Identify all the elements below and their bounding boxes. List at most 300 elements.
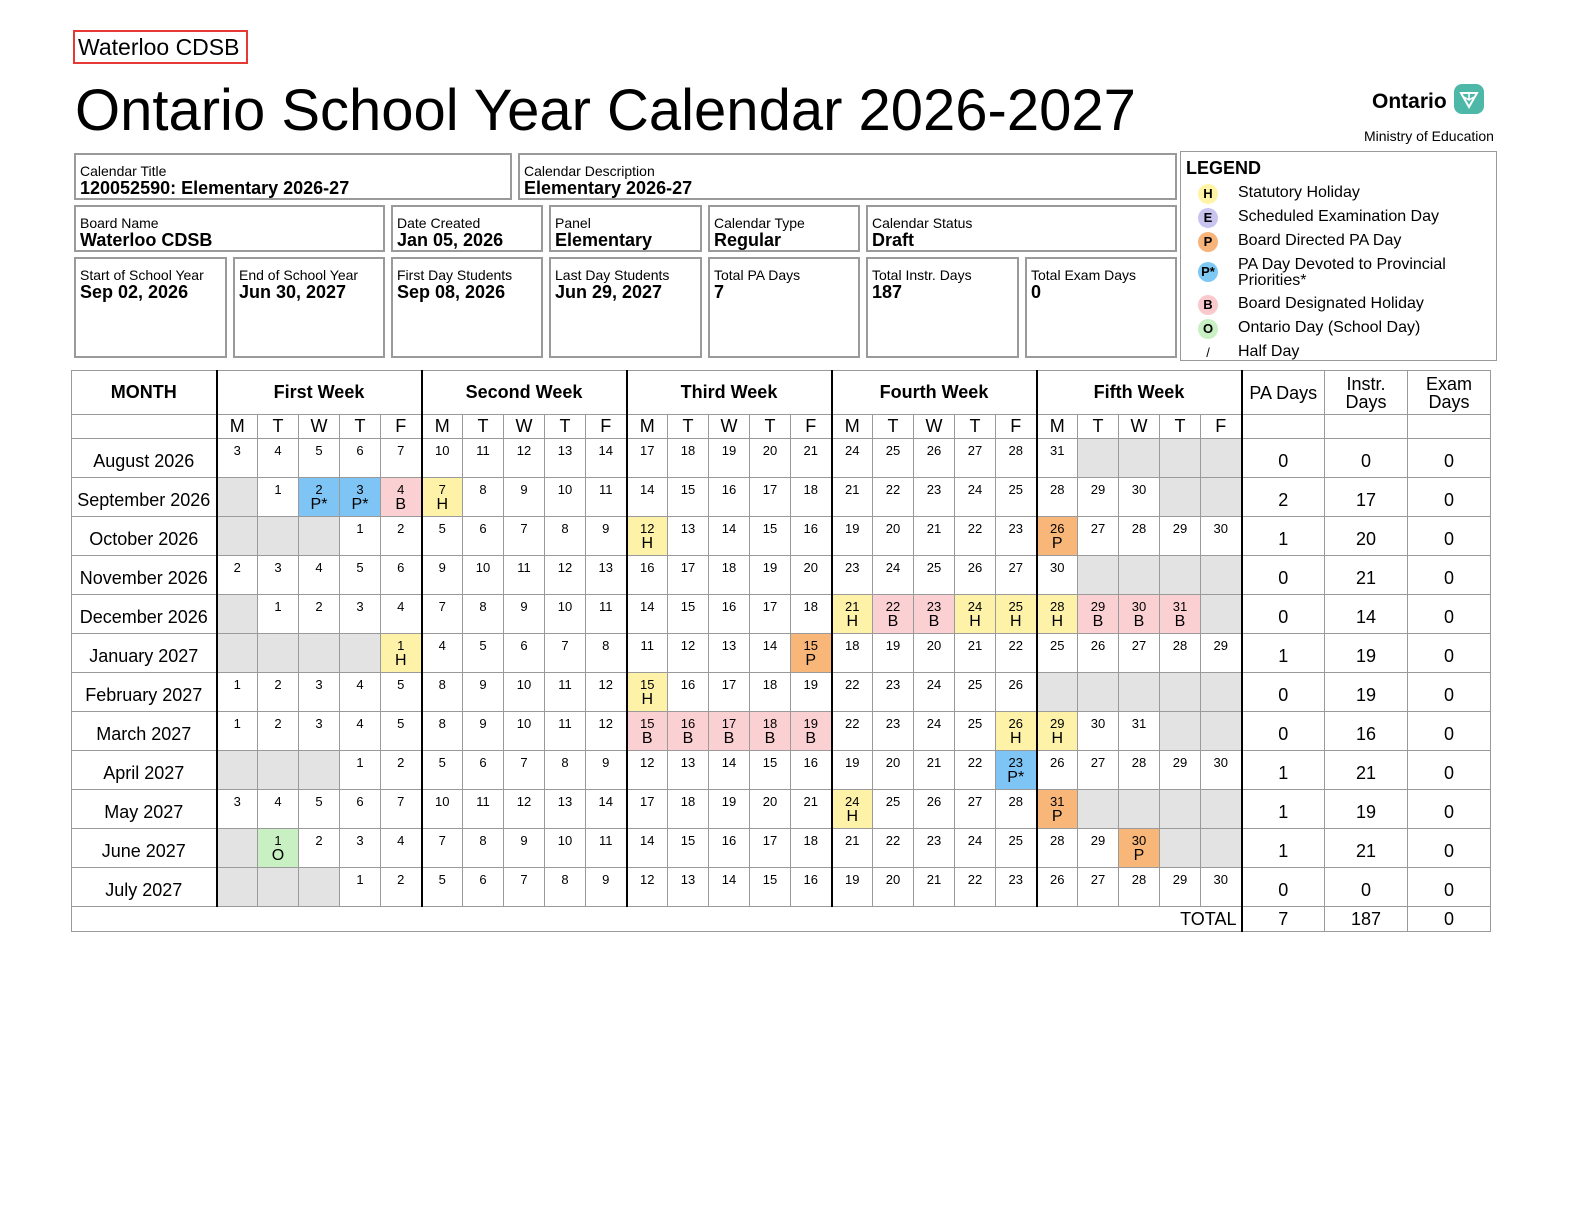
legend-label: Half Day	[1238, 343, 1300, 360]
day-number: 8	[561, 755, 569, 770]
empty-day-cell	[1078, 790, 1119, 829]
day-number: 2	[315, 599, 323, 614]
day-number: 27	[1131, 638, 1147, 653]
empty-day-cell	[299, 751, 340, 790]
day-code: B	[928, 613, 940, 630]
day-number: 30	[1213, 872, 1228, 887]
day-cell	[709, 439, 750, 478]
weekday-label: F	[1201, 415, 1242, 439]
day-cell	[1119, 868, 1160, 907]
start-year-label: Start of School Year	[80, 267, 204, 283]
day-number: 1	[397, 638, 405, 653]
total-pa-box	[708, 257, 860, 358]
day-code: H	[436, 496, 449, 513]
day-cell	[914, 868, 955, 907]
day-cell	[791, 517, 832, 556]
day-number: 3	[315, 677, 323, 692]
day-cell	[914, 517, 955, 556]
day-cell	[586, 673, 627, 712]
empty-day-cell	[1119, 556, 1160, 595]
day-cell	[586, 439, 627, 478]
day-cell	[545, 595, 586, 634]
day-cell	[1119, 712, 1160, 751]
day-number: 17	[680, 560, 696, 575]
day-number: 19	[762, 560, 778, 575]
total-pa-days: 7	[1242, 907, 1325, 932]
day-number: 27	[1090, 872, 1106, 887]
day-number: 9	[520, 599, 528, 614]
day-cell	[1078, 868, 1119, 907]
day-number: 11	[558, 677, 572, 692]
day-cell	[1160, 517, 1201, 556]
day-cell	[791, 478, 832, 517]
day-cell	[340, 868, 381, 907]
legend-item-provincial-pa-day	[1181, 256, 1491, 294]
day-number: 30	[1131, 599, 1147, 614]
day-number: 31	[1050, 443, 1065, 458]
day-cell	[955, 478, 996, 517]
day-number: 4	[397, 599, 405, 614]
day-cell	[463, 829, 504, 868]
day-number: 9	[479, 716, 487, 731]
day-cell	[258, 673, 299, 712]
empty-day-cell	[1078, 673, 1119, 712]
day-cell	[545, 634, 586, 673]
panel-value: Elementary	[555, 230, 653, 250]
logo-wordmark: Ontario	[1372, 90, 1447, 113]
day-number: 14	[598, 443, 613, 458]
empty-day-cell	[1160, 829, 1201, 868]
day-code: B	[682, 730, 694, 747]
weekday-label: T	[545, 415, 586, 439]
day-number: 8	[479, 482, 487, 497]
day-number: 5	[438, 755, 446, 770]
legend-badge-p: P	[1198, 232, 1218, 252]
day-cell	[381, 829, 422, 868]
day-cell	[996, 790, 1037, 829]
day-number: 10	[557, 599, 573, 614]
day-number: 12	[516, 794, 532, 809]
day-number: 10	[516, 677, 532, 692]
day-number: 4	[397, 482, 405, 497]
day-cell	[545, 829, 586, 868]
weekday-label: T	[340, 415, 381, 439]
day-number: 31	[1131, 716, 1147, 731]
exam-days-count: 0	[1408, 517, 1491, 556]
day-number: 28	[1172, 638, 1188, 653]
day-number: 9	[602, 755, 610, 770]
day-number: 22	[845, 677, 860, 692]
day-number: 1	[356, 872, 364, 887]
day-number: 9	[479, 677, 487, 692]
legend	[1180, 151, 1497, 361]
total-exam-label: Total Exam Days	[1031, 267, 1137, 283]
day-number: 7	[397, 443, 405, 458]
day-number: 12	[557, 560, 573, 575]
day-cell	[873, 478, 914, 517]
end-year-value: Jun 30, 2027	[239, 282, 347, 302]
day-cell	[627, 517, 668, 556]
day-cell	[832, 712, 873, 751]
day-cell	[299, 712, 340, 751]
weekday-spacer	[1408, 415, 1491, 439]
empty-day-cell	[1160, 439, 1201, 478]
day-cell	[586, 868, 627, 907]
day-code: H	[846, 808, 859, 825]
day-number: 25	[967, 677, 983, 692]
legend-badge-half: /	[1206, 345, 1210, 360]
day-number: 20	[885, 872, 901, 887]
day-cell	[791, 829, 832, 868]
day-cell	[709, 478, 750, 517]
day-number: 15	[803, 638, 818, 653]
total-instr-box	[866, 257, 1019, 358]
day-number: 25	[926, 560, 942, 575]
panel-box	[549, 205, 702, 252]
instr-days-count: 16	[1325, 712, 1408, 751]
legend-item-board-holiday	[1181, 295, 1491, 317]
day-cell	[586, 517, 627, 556]
day-code: H	[1051, 613, 1064, 630]
day-number: 12	[640, 521, 655, 536]
week-header-first: First Week	[217, 371, 422, 415]
month-row	[72, 478, 1491, 517]
day-number: 4	[274, 794, 282, 809]
empty-day-cell	[1078, 439, 1119, 478]
day-cell	[1037, 790, 1078, 829]
legend-item-half-day	[1181, 343, 1491, 365]
instr-days-count: 19	[1325, 634, 1408, 673]
day-cell	[955, 829, 996, 868]
day-cell	[750, 634, 791, 673]
day-cell	[914, 439, 955, 478]
empty-day-cell	[299, 634, 340, 673]
day-number: 19	[721, 443, 737, 458]
day-number: 18	[762, 677, 778, 692]
empty-day-cell	[217, 595, 258, 634]
pa-days-count: 1	[1242, 517, 1325, 556]
day-number: 26	[926, 794, 942, 809]
day-cell	[545, 556, 586, 595]
day-cell	[627, 439, 668, 478]
exam-days-count: 0	[1408, 712, 1491, 751]
day-cell	[791, 556, 832, 595]
day-number: 7	[438, 833, 446, 848]
month-name: March 2027	[72, 712, 217, 751]
day-cell	[504, 517, 545, 556]
day-number: 10	[557, 482, 573, 497]
day-number: 31	[1050, 794, 1065, 809]
day-number: 17	[640, 794, 655, 809]
day-number: 28	[1050, 482, 1065, 497]
day-cell	[504, 790, 545, 829]
day-number: 3	[356, 482, 364, 497]
day-number: 29	[1090, 833, 1106, 848]
day-number: 28	[1050, 599, 1065, 614]
day-cell	[627, 634, 668, 673]
day-number: 8	[438, 677, 446, 692]
day-number: 16	[721, 482, 737, 497]
empty-day-cell	[1201, 556, 1242, 595]
day-code: B	[395, 496, 407, 513]
day-cell	[832, 751, 873, 790]
day-cell	[1078, 634, 1119, 673]
instr-days-count: 19	[1325, 673, 1408, 712]
weekday-label: F	[996, 415, 1037, 439]
day-number: 26	[967, 560, 983, 575]
first-day-label: First Day Students	[397, 267, 513, 283]
day-cell	[586, 478, 627, 517]
day-cell	[955, 517, 996, 556]
weekday-label: W	[1119, 415, 1160, 439]
calendar-title-box	[74, 153, 512, 200]
day-cell	[586, 829, 627, 868]
day-number: 18	[721, 560, 737, 575]
day-cell	[955, 868, 996, 907]
day-cell	[422, 478, 463, 517]
week-header-second: Second Week	[422, 371, 627, 415]
day-number: 9	[520, 482, 528, 497]
day-code: B	[805, 730, 817, 747]
day-number: 4	[315, 560, 323, 575]
day-number: 2	[397, 521, 405, 536]
ministry-label: Ministry of Education	[1364, 128, 1494, 144]
instr-days-count: 0	[1325, 868, 1408, 907]
day-number: 24	[845, 794, 860, 809]
day-cell	[504, 556, 545, 595]
day-number: 26	[1050, 521, 1065, 536]
month-name: May 2027	[72, 790, 217, 829]
day-number: 28	[1131, 755, 1147, 770]
day-cell	[750, 751, 791, 790]
day-number: 10	[557, 833, 573, 848]
day-number: 19	[845, 872, 860, 887]
day-number: 9	[520, 833, 528, 848]
day-cell	[1201, 868, 1242, 907]
start-year-box	[74, 257, 227, 358]
legend-badge-b: B	[1198, 295, 1218, 315]
day-number: 29	[1090, 482, 1106, 497]
day-cell	[955, 673, 996, 712]
empty-day-cell	[217, 829, 258, 868]
pa-days-count: 0	[1242, 712, 1325, 751]
total-pa-label: Total PA Days	[714, 267, 801, 283]
pa-days-count: 1	[1242, 829, 1325, 868]
day-number: 6	[356, 794, 364, 809]
day-cell	[668, 478, 709, 517]
start-year-value: Sep 02, 2026	[80, 282, 189, 302]
day-cell	[381, 712, 422, 751]
day-number: 17	[721, 716, 737, 731]
day-cell	[504, 712, 545, 751]
day-cell	[463, 439, 504, 478]
day-cell	[709, 829, 750, 868]
day-cell	[258, 712, 299, 751]
day-cell	[1078, 712, 1119, 751]
day-number: 22	[967, 521, 983, 536]
day-cell	[832, 868, 873, 907]
month-name: February 2027	[72, 673, 217, 712]
day-cell	[668, 634, 709, 673]
calendar-body	[72, 439, 1491, 907]
weekday-label: F	[791, 415, 832, 439]
day-number: 19	[845, 755, 860, 770]
first-day-box	[391, 257, 543, 358]
day-number: 1	[274, 599, 282, 614]
calendar-description-value: Elementary 2026-27	[524, 178, 693, 198]
day-number: 18	[762, 716, 778, 731]
day-cell	[1037, 595, 1078, 634]
weekday-label: T	[258, 415, 299, 439]
day-code: P	[1051, 535, 1063, 552]
day-number: 1	[356, 521, 364, 536]
day-number: 31	[1172, 599, 1188, 614]
day-number: 26	[1090, 638, 1106, 653]
day-code: P	[1051, 808, 1063, 825]
empty-day-cell	[1078, 556, 1119, 595]
day-cell	[996, 751, 1037, 790]
day-cell	[1119, 634, 1160, 673]
month-row	[72, 868, 1491, 907]
day-number: 19	[885, 638, 901, 653]
day-cell	[340, 556, 381, 595]
month-name: September 2026	[72, 478, 217, 517]
weekday-label: T	[1078, 415, 1119, 439]
day-number: 28	[1008, 443, 1023, 458]
day-number: 15	[762, 755, 778, 770]
day-number: 21	[967, 638, 983, 653]
weekday-label: F	[586, 415, 627, 439]
day-number: 2	[274, 716, 282, 731]
day-code: P*	[351, 496, 369, 513]
day-number: 16	[803, 755, 818, 770]
day-cell	[627, 868, 668, 907]
board-tag: Waterloo CDSB	[73, 30, 248, 64]
day-number: 7	[520, 872, 528, 887]
day-number: 2	[274, 677, 282, 692]
day-cell	[709, 790, 750, 829]
day-cell	[422, 868, 463, 907]
day-number: 23	[926, 599, 942, 614]
day-cell	[955, 439, 996, 478]
day-number: 3	[233, 443, 241, 458]
day-cell	[955, 751, 996, 790]
day-cell	[668, 712, 709, 751]
day-number: 30	[1131, 833, 1147, 848]
weekday-label: F	[381, 415, 422, 439]
weekday-label: M	[832, 415, 873, 439]
day-number: 23	[1008, 521, 1023, 536]
day-cell	[299, 439, 340, 478]
day-number: 19	[803, 716, 818, 731]
pa-days-count: 0	[1242, 556, 1325, 595]
day-number: 14	[640, 833, 655, 848]
day-number: 27	[1090, 755, 1106, 770]
day-cell	[791, 595, 832, 634]
day-number: 15	[762, 872, 778, 887]
day-cell	[340, 712, 381, 751]
day-number: 2	[397, 872, 405, 887]
day-code: B	[1174, 613, 1186, 630]
day-code: B	[1092, 613, 1104, 630]
weekday-label: T	[750, 415, 791, 439]
day-cell	[750, 595, 791, 634]
empty-day-cell	[1201, 829, 1242, 868]
day-cell	[1078, 517, 1119, 556]
instr-days-count: 19	[1325, 790, 1408, 829]
day-number: 24	[967, 833, 983, 848]
exam-days-count: 0	[1408, 556, 1491, 595]
day-number: 20	[762, 443, 778, 458]
pa-days-count: 0	[1242, 439, 1325, 478]
calendar-type-box	[708, 205, 860, 252]
total-exam-value: 0	[1031, 282, 1042, 302]
day-cell	[504, 439, 545, 478]
instr-days-count: 21	[1325, 751, 1408, 790]
legend-label: Statutory Holiday	[1238, 184, 1360, 201]
day-number: 23	[1008, 872, 1023, 887]
day-code: B	[723, 730, 735, 747]
day-number: 21	[926, 521, 942, 536]
day-number: 16	[803, 872, 818, 887]
day-number: 30	[1213, 755, 1228, 770]
day-cell	[217, 439, 258, 478]
day-number: 13	[598, 560, 613, 575]
day-number: 3	[274, 560, 282, 575]
empty-day-cell	[258, 868, 299, 907]
last-day-value: Jun 29, 2027	[555, 282, 663, 302]
day-cell	[545, 439, 586, 478]
day-number: 25	[1008, 833, 1023, 848]
weekday-label: W	[914, 415, 955, 439]
day-cell	[750, 712, 791, 751]
weekday-label: T	[463, 415, 504, 439]
day-cell	[750, 673, 791, 712]
day-number: 21	[803, 794, 818, 809]
day-cell	[791, 790, 832, 829]
day-cell	[832, 595, 873, 634]
day-cell	[709, 595, 750, 634]
empty-day-cell	[217, 478, 258, 517]
day-cell	[299, 556, 340, 595]
day-number: 11	[476, 794, 490, 809]
day-cell	[1037, 556, 1078, 595]
day-number: 13	[557, 443, 573, 458]
total-pa-value: 7	[714, 282, 725, 302]
month-name: January 2027	[72, 634, 217, 673]
day-number: 12	[598, 716, 613, 731]
day-cell	[832, 829, 873, 868]
day-number: 11	[640, 638, 654, 653]
empty-day-cell	[1037, 673, 1078, 712]
trillium-icon	[1454, 84, 1484, 114]
day-number: 26	[1008, 677, 1023, 692]
month-header: MONTH	[72, 371, 217, 415]
day-cell	[504, 595, 545, 634]
empty-day-cell	[217, 517, 258, 556]
day-cell	[914, 712, 955, 751]
day-number: 5	[315, 794, 323, 809]
day-number: 5	[438, 872, 446, 887]
day-cell	[668, 673, 709, 712]
day-cell	[1037, 634, 1078, 673]
day-cell	[1078, 595, 1119, 634]
day-cell	[340, 790, 381, 829]
day-number: 4	[438, 638, 446, 653]
day-number: 19	[803, 677, 818, 692]
empty-day-cell	[299, 517, 340, 556]
day-number: 27	[1008, 560, 1023, 575]
